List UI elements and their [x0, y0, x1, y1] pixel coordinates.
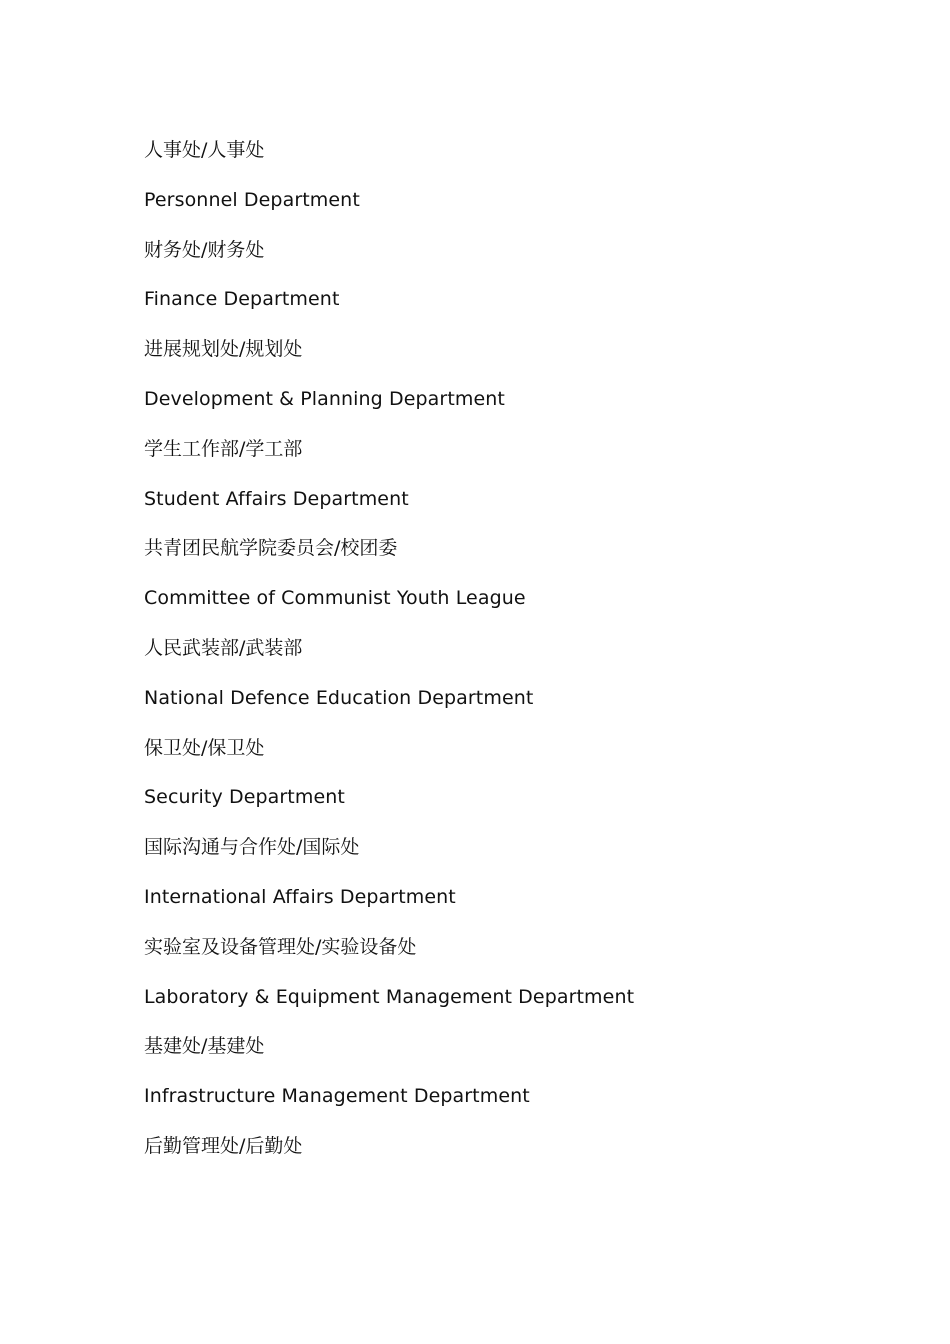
- line-defence-zh: 人民武装部/武装部: [144, 636, 303, 659]
- line-laboratory-en: Laboratory & Equipment Management Department: [144, 985, 635, 1008]
- line-student-affairs-en: Student Affairs Department: [144, 487, 409, 510]
- line-international-en: International Affairs Department: [144, 885, 456, 908]
- line-defence-en: National Defence Education Department: [144, 686, 534, 709]
- line-finance-en: Finance Department: [144, 288, 340, 311]
- line-youth-league-en: Committee of Communist Youth League: [144, 587, 526, 610]
- line-security-en: Security Department: [144, 786, 345, 809]
- line-international-zh: 国际沟通与合作处/国际处: [144, 836, 360, 859]
- line-finance-zh: 财务处/财务处: [144, 238, 265, 261]
- department-list: [144, 135, 904, 1181]
- line-logistics-zh: 后勤管理处/后勤处: [144, 1134, 303, 1157]
- line-infrastructure-en: Infrastructure Management Department: [144, 1085, 530, 1108]
- line-laboratory-zh: 实验室及设备管理处/实验设备处: [144, 935, 417, 958]
- line-infrastructure-zh: 基建处/基建处: [144, 1035, 265, 1058]
- line-personnel-en: Personnel Department: [144, 188, 360, 211]
- line-personnel-zh: 人事处/人事处: [144, 139, 265, 161]
- line-security-zh: 保卫处/保卫处: [144, 736, 265, 759]
- line-planning-zh: 进展规划处/规划处: [144, 338, 303, 361]
- line-planning-en: Development & Planning Department: [144, 387, 505, 410]
- line-youth-league-zh: 共青团民航学院委员会/校团委: [144, 537, 398, 560]
- line-student-affairs-zh: 学生工作部/学工部: [144, 437, 303, 460]
